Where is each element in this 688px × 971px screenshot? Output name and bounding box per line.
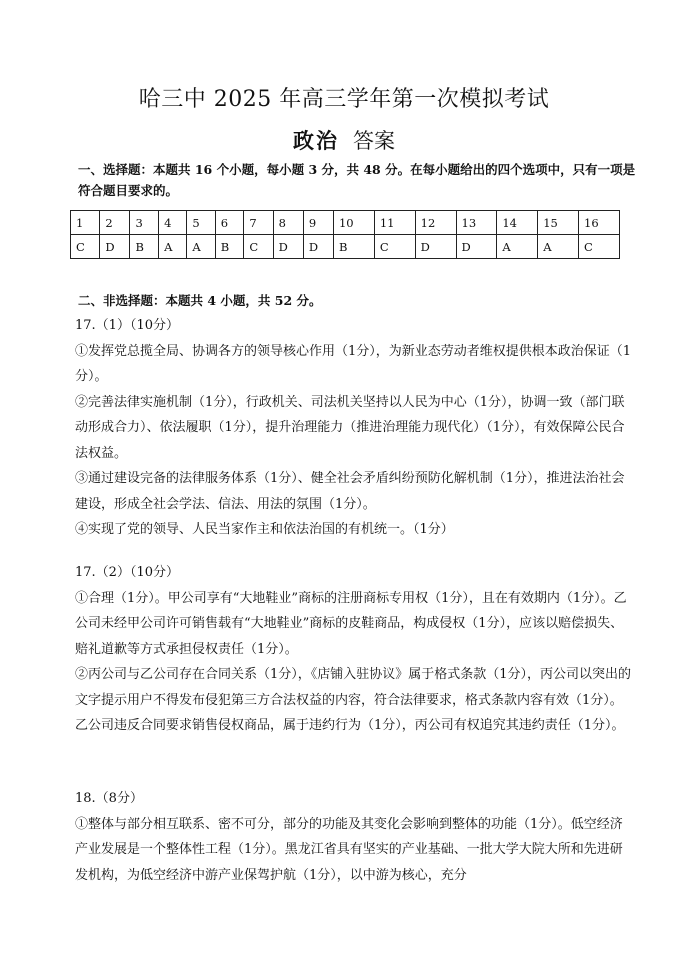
answer-table [70, 210, 620, 259]
answer-cell: A [187, 235, 215, 259]
answer-cell: A [538, 235, 579, 259]
question-number: 4 [159, 211, 187, 235]
question-number: 15 [538, 211, 579, 235]
question-number: 14 [497, 211, 538, 235]
section-2-title: 二、非选择题：本题共 4 小题，共 52 分。 [78, 293, 322, 308]
answer-cell: C [374, 235, 415, 259]
answer-cell: C [244, 235, 273, 259]
answer-point: ②完善法律实施机制（1分），行政机关、司法机关坚持以人民为中心（1分），协调一致（部门联动形成合力）、依法履职（1分），提升治理能力（推进治理能力现代化）（1分），有效保障公民合法权益。 [75, 394, 625, 461]
answer-point: ③通过建设完备的法律服务体系（1分）、健全社会矛盾纠纷预防化解机制（1分），推进法治社会建设，形成全社会学法、信法、用法的氛围（1分）。 [75, 471, 625, 512]
answer-point: ①发挥党总揽全局、协调各方的领导核心作用（1分），为新业态劳动者维权提供根本政治保证（1分）。 [75, 343, 632, 384]
page-subtitle [0, 125, 688, 155]
question-number: 3 [130, 211, 159, 235]
question-number: 12 [415, 211, 456, 235]
question-number: 8 [273, 211, 303, 235]
question-number: 7 [244, 211, 273, 235]
question-number: 6 [215, 211, 244, 235]
subject-label: 政治 [293, 128, 339, 153]
answer-cell: C [71, 235, 100, 259]
answer-cell: B [215, 235, 244, 259]
page-title: 哈三中 2025 年高三学年第一次模拟考试 [138, 87, 550, 112]
question-number: 10 [333, 211, 374, 235]
answer-cell: D [273, 235, 303, 259]
answer-cell: D [456, 235, 497, 259]
question-number: 2 [100, 211, 130, 235]
answer-label: 答案 [353, 129, 395, 153]
section-1-title: 一、选择题：本题共 16 个小题，每小题 3 分，共 48 分。在每小题给出的四个选项中，只有一项是符合题目要求的。 [78, 162, 636, 198]
answer-table-answer-row [71, 235, 620, 259]
question-number: 13 [456, 211, 497, 235]
question-number: 5 [187, 211, 215, 235]
answer-cell: C [579, 235, 620, 259]
answer-cell: B [130, 235, 159, 259]
question-heading: 17.（1）（10分） [75, 318, 179, 333]
answer-cell: B [333, 235, 374, 259]
question-number: 9 [303, 211, 333, 235]
answer-cell: D [100, 235, 130, 259]
answer-cell: A [159, 235, 187, 259]
question-number: 16 [579, 211, 620, 235]
question-17-2 [75, 560, 635, 739]
question-number: 1 [71, 211, 100, 235]
answer-cell: D [303, 235, 333, 259]
answer-point: ②丙公司与乙公司存在合同关系（1分），《店铺入驻协议》属于格式条款（1分），丙公司以突出的文字提示用户不得发布侵犯第三方合法权益的内容，符合法律要求，格式条款内容有效（1分）。乙公司违反合同要求销售侵权商品，属于违约行为（1分），丙公司有权追究其违约责任（1分）。 [75, 667, 632, 733]
answer-table-number-row [71, 211, 620, 235]
answer-point: ①整体与部分相互联系、密不可分，部分的功能及其变化会影响到整体的功能（1分）。低空经济产业发展是一个整体性工程（1分）。黑龙江省具有坚实的产业基础、一批大学大院大所和先进研发机构，为低空经济中游产业保驾护航（1分），以中游为核心，充分 [75, 816, 623, 883]
answer-point: ①合理（1分）。甲公司享有“大地鞋业”商标的注册商标专用权（1分），且在有效期内（1分）。乙公司未经甲公司许可销售载有“大地鞋业”商标的皮鞋商品，构成侵权（1分），应该以赔偿损失、赔礼道歉等方式承担侵权责任（1分）。 [75, 590, 627, 657]
question-18 [75, 786, 635, 888]
answer-cell: D [415, 235, 456, 259]
question-number: 11 [374, 211, 415, 235]
question-heading: 18.（8分） [75, 791, 143, 806]
question-heading: 17.（2）（10分） [75, 565, 179, 580]
answer-point: ④实现了党的领导、人民当家作主和依法治国的有机统一。（1分） [75, 522, 454, 537]
question-17-1 [75, 313, 635, 543]
answer-cell: A [497, 235, 538, 259]
